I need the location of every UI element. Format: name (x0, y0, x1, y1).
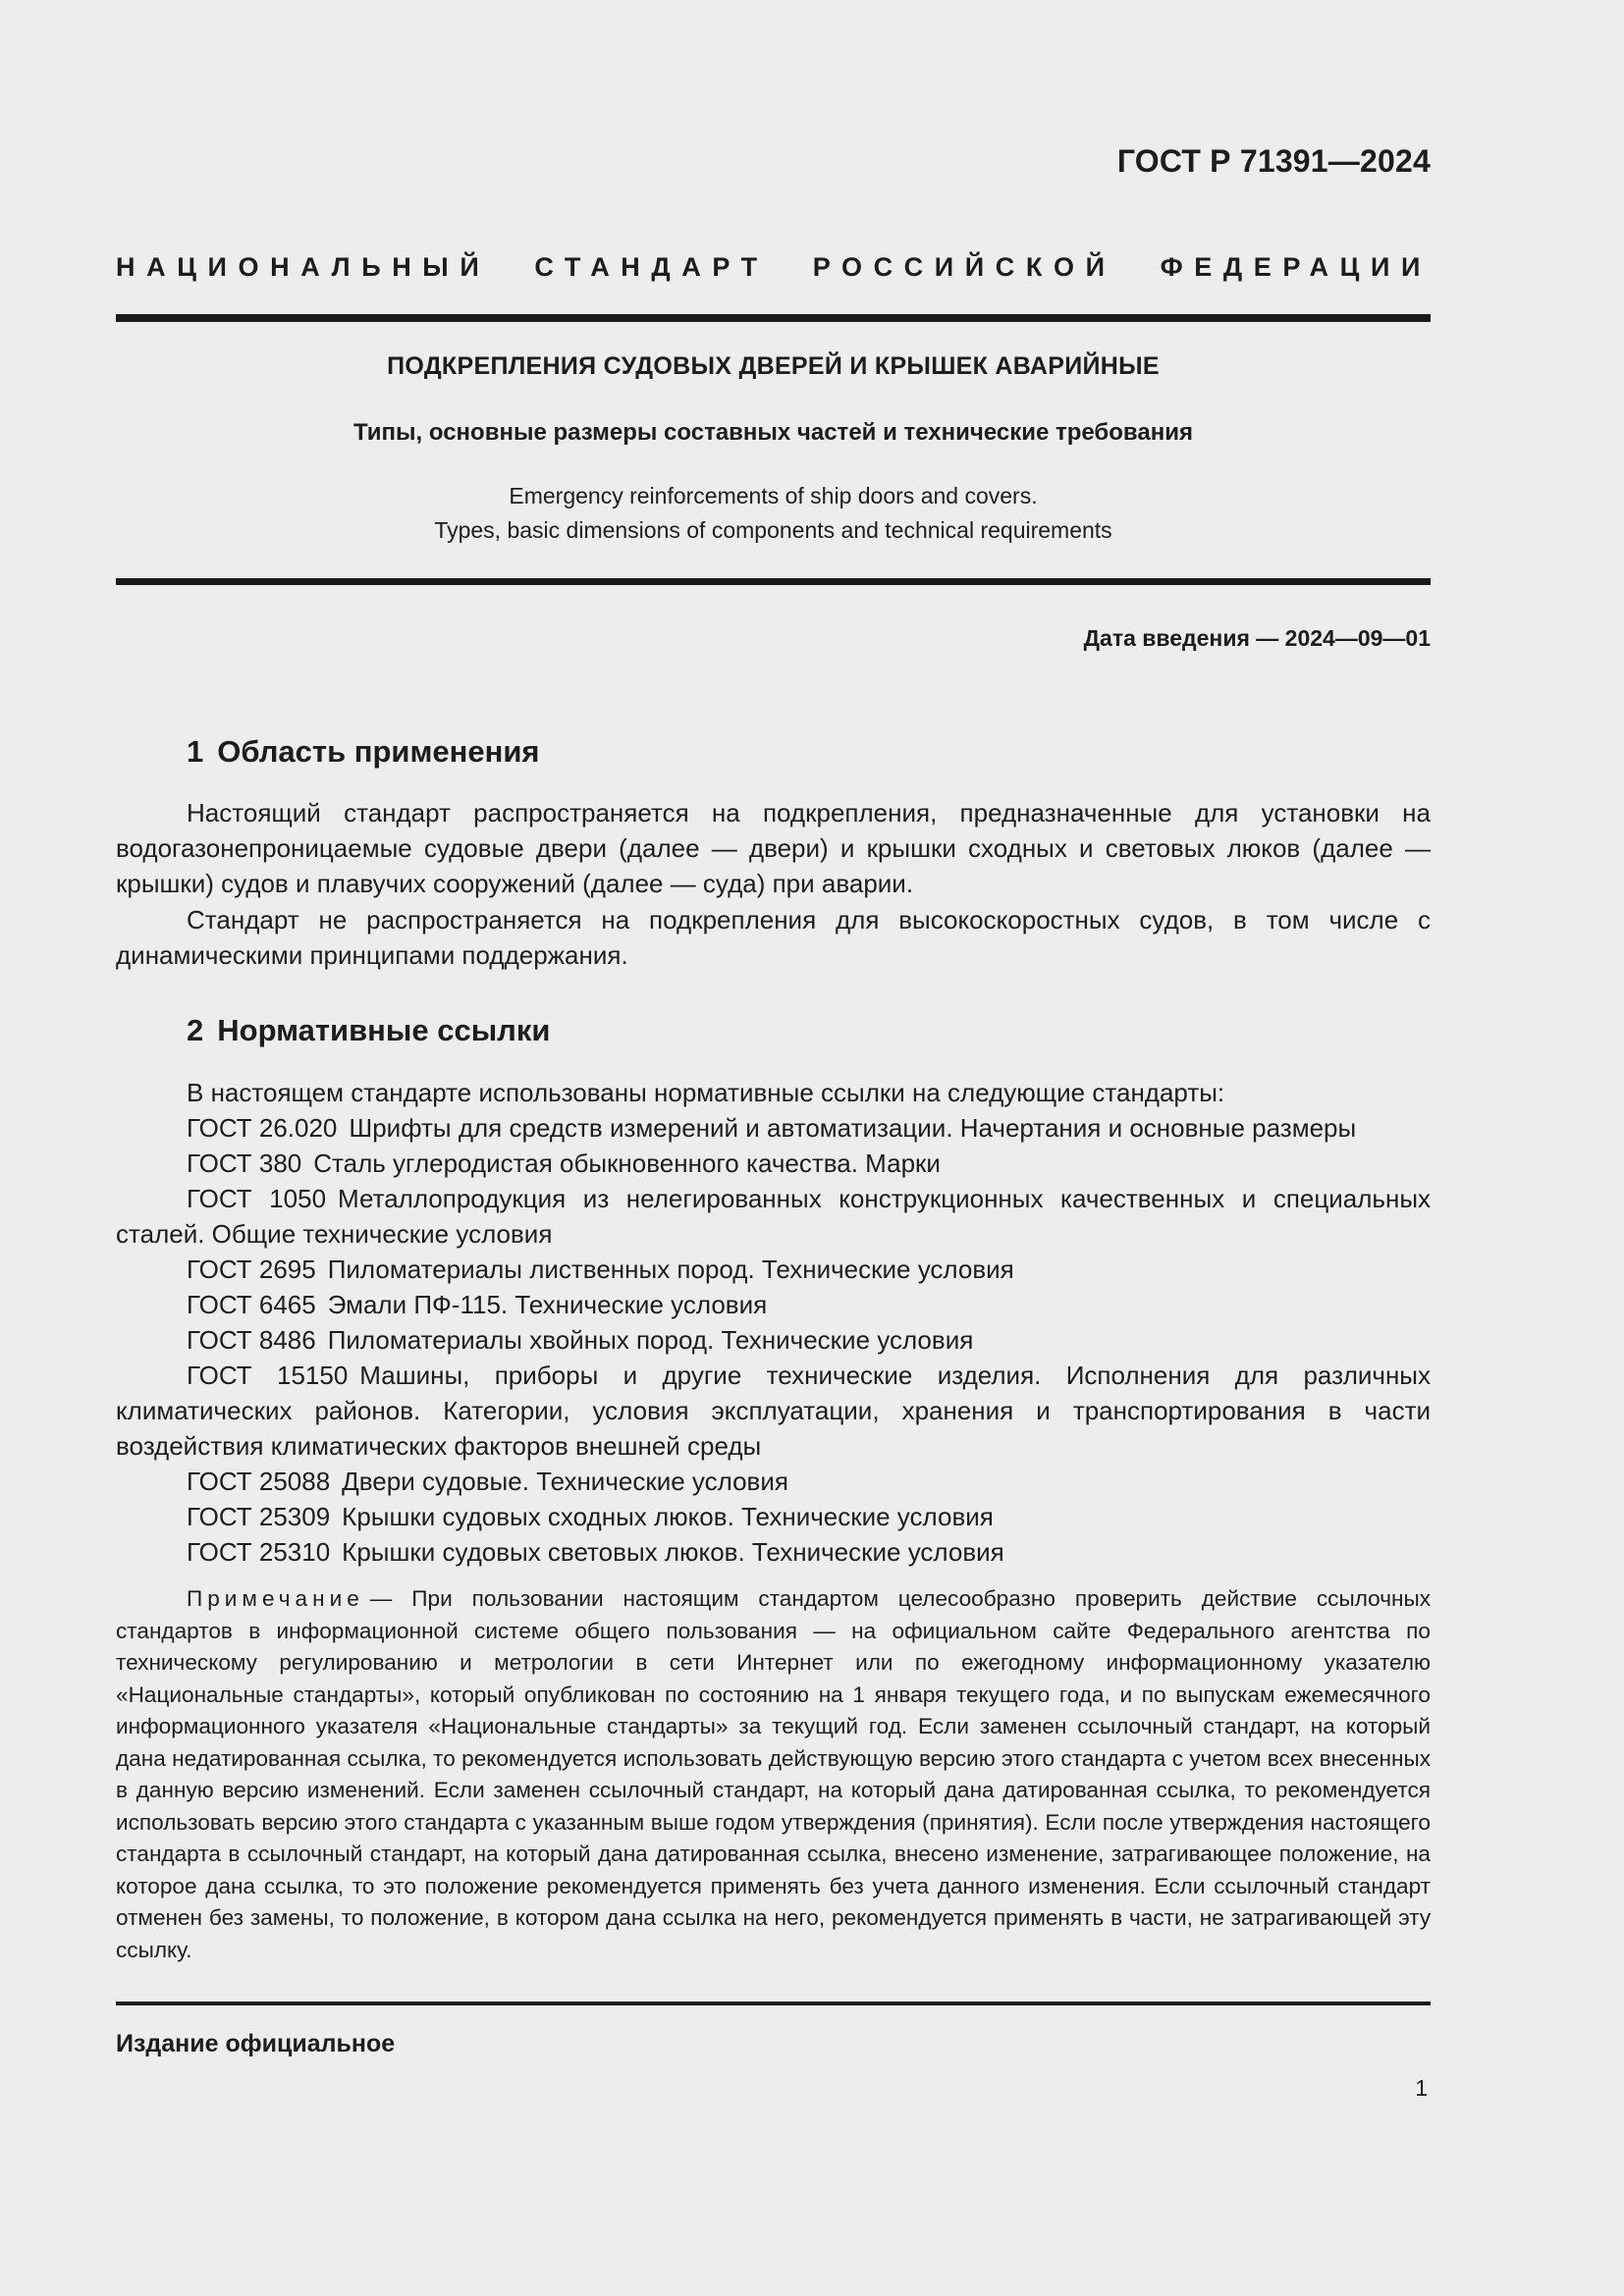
section-1-title: Область применения (217, 734, 540, 769)
reference-code: ГОСТ 25310 (187, 1537, 331, 1567)
reference-title: Пиломатериалы хвойных пород. Технические условия (327, 1325, 974, 1355)
reference-code: ГОСТ 2695 (187, 1255, 316, 1284)
section-2-intro: В настоящем стандарте использованы нормативные ссылки на следующие стандарты: (187, 1078, 1225, 1107)
reference-item (116, 1287, 1431, 1322)
reference-title: Крышки судовых световых люков. Технические условия (342, 1537, 1004, 1567)
reference-title: Машины, приборы и другие технические изделия. Исполнения для различных климатических районов. Категории, условия эксплуатации, хранения и транспортирования в части воздействия климатических факторов внешней среды (116, 1361, 1431, 1461)
reference-code: ГОСТ 1050 (187, 1184, 327, 1213)
reference-code: ГОСТ 25309 (187, 1502, 331, 1531)
reference-item (116, 1146, 1431, 1181)
note-paragraph (116, 1583, 1431, 1966)
reference-item (116, 1499, 1431, 1534)
reference-code: ГОСТ 8486 (187, 1325, 316, 1355)
reference-title: Пиломатериалы лиственных пород. Технические условия (327, 1255, 1014, 1284)
introduction-date: Дата введения — 2024—09—01 (1083, 625, 1431, 651)
top-divider (116, 314, 1431, 322)
section-2-number: 2 (187, 1013, 204, 1047)
official-edition-label: Издание официальное (116, 2030, 396, 2057)
title-divider (116, 578, 1431, 585)
reference-item (116, 1464, 1431, 1499)
standard-subtitle: Типы, основные размеры составных частей и технические требования (353, 419, 1193, 446)
reference-title: Крышки судовых сходных люков. Технические условия (342, 1502, 994, 1531)
reference-code: ГОСТ 380 (187, 1148, 302, 1178)
reference-title: Шрифты для средств измерений и автоматизации. Начертания и основные размеры (349, 1113, 1357, 1143)
reference-item (116, 1358, 1431, 1464)
page-number: 1 (1415, 2075, 1428, 2101)
english-title-line-1: Emergency reinforcements of ship doors and covers. (509, 483, 1038, 508)
section-1-heading (187, 734, 540, 770)
reference-code: ГОСТ 6465 (187, 1290, 316, 1319)
reference-item (116, 1534, 1431, 1570)
reference-title: Двери судовые. Технические условия (342, 1467, 788, 1496)
note-label: Примечание (187, 1586, 364, 1611)
section-2-heading (187, 1013, 550, 1048)
reference-item (116, 1110, 1431, 1146)
section-1-number: 1 (187, 734, 204, 769)
reference-code: ГОСТ 26.020 (187, 1113, 338, 1143)
note-text: — При пользовании настоящим стандартом целесообразно проверить действие ссылочных стандартов в информационной системе общего пользования — на официальном сайте Федерального агентства по техническому регулированию и метрологии в сети Интернет или по ежегодному информационному указателю «Национальные стандарты», который опубликован по состоянию на 1 января текущего года, и по выпускам ежемесячного информационного указателя «Национальные стандарты» за текущий год. Если заменен ссылочный стандарт, на который дана недатированная ссылка, то рекомендуется использовать действующую версию этого стандарта с учетом всех внесенных в данную версию изменений. Если заменен ссылочный стандарт, на который дана датированная ссылка, то рекомендуется использовать версию этого стандарта с указанным выше годом утверждения (принятия). Если после утверждения настоящего стандарта в ссылочный стандарт, на который дана датированная ссылка, внесено изменение, затрагивающее положение, на которое дана ссылка, то это положение рекомендуется применять без учета данного изменения. Если ссылочный стандарт отменен без замены, то положение, в котором дана ссылка на него, рекомендуется применять в части, не затрагивающей эту ссылку. (116, 1586, 1431, 1962)
english-title-line-2: Types, basic dimensions of components and technical requirements (434, 517, 1112, 543)
national-standard-title: НАЦИОНАЛЬНЫЙ СТАНДАРТ РОССИЙСКОЙ ФЕДЕРАЦИИ (116, 252, 1432, 282)
reference-item (116, 1322, 1431, 1358)
reference-title: Сталь углеродистая обыкновенного качества. Марки (313, 1148, 941, 1178)
reference-title: Металлопродукция из нелегированных конструкционных качественных и специальных сталей. Общие технические условия (116, 1184, 1432, 1249)
document-code: ГОСТ Р 71391—2024 (1116, 143, 1431, 179)
english-title (116, 479, 1431, 548)
section-2-title: Нормативные ссылки (217, 1013, 551, 1047)
standard-title: ПОДКРЕПЛЕНИЯ СУДОВЫХ ДВЕРЕЙ И КРЫШЕК АВАРИЙНЫЕ (387, 352, 1160, 380)
reference-item (116, 1181, 1431, 1252)
section-1-paragraph-1: Настоящий стандарт распространяется на подкрепления, предназначенные для установки на водогазонепроницаемые судовые двери (далее — двери) и крышки сходных и световых люков (далее — крышки) судов и плавучих сооружений (далее — суда) при аварии. (116, 798, 1431, 898)
footer-divider (116, 2002, 1431, 2005)
reference-title: Эмали ПФ-115. Технические условия (327, 1290, 768, 1319)
section-1-paragraph-2: Стандарт не распространяется на подкрепления для высокоскоростных судов, в том числе с динамическими принципами поддержания. (116, 905, 1431, 970)
reference-item (116, 1252, 1431, 1287)
reference-code: ГОСТ 15150 (187, 1361, 349, 1390)
reference-code: ГОСТ 25088 (187, 1467, 331, 1496)
